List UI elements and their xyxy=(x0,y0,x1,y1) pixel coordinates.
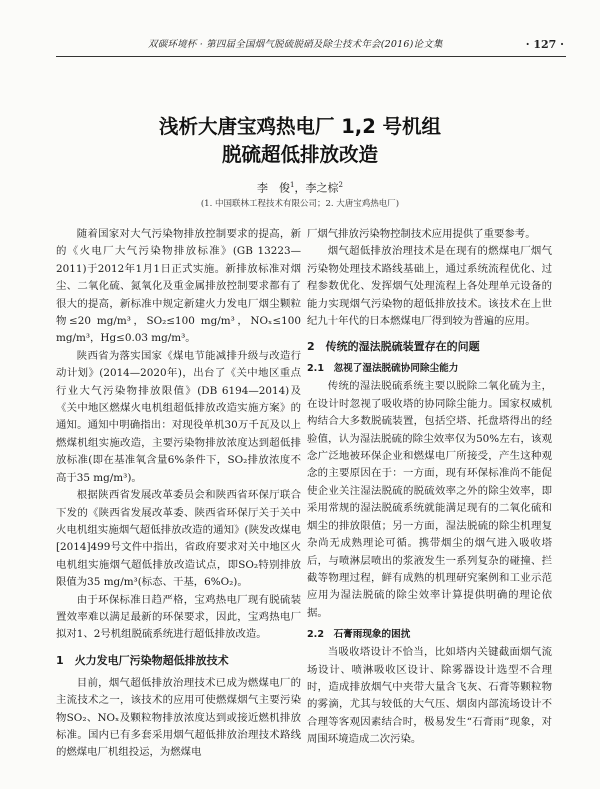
author-1: 李 俊 xyxy=(257,181,291,195)
paper-title-line2: 脱硫超低排放改造 xyxy=(221,143,378,166)
subsection-heading-2-2: 2.2 石膏雨现象的困扰 xyxy=(307,629,411,641)
author-1-sup: 1 xyxy=(290,181,295,189)
left-paragraph-3: 根据陕西省发展改革委员会和陕西省环保厅联合下发的《陕西省发展改革委、陕西省环保厅关于关中火电机组实施烟气超低排放改造的通知》(陕发改煤电[2014]499号文件中指出，省政府要求对关中地区火电机组实施烟气超低排放改造试点，即SO₂特别排放限值为35 mg/m³(标态、干基，6%O₂)。 xyxy=(56,489,301,589)
authors xyxy=(0,178,600,196)
right-paragraph-1: 厂烟气排放污染物控制技术应用提供了重要参考。 xyxy=(307,228,536,240)
running-head-left: 双碳环境杯 · 第四届全国烟气脱硫脱硝及除尘技术年会(2016)论文集 xyxy=(148,39,443,50)
left-paragraph-1: 随着国家对大气污染物排放控制要求的提高，新的《火电厂大气污染物排放标准》(GB 13223—2011)于2012年1月1日正式实施。新排放标准对烟尘、二氧化硫、氮氧化及重金属排放控制要求都有了很大的提高，新标准中规定新建火力发电厂烟尘颗粒物≤20 mg/m³，SO₂≤100 mg/m³，NOₓ≤100 mg/m³，Hg≤0.03 mg/m³。 xyxy=(56,228,301,345)
left-column xyxy=(56,226,301,762)
right-column xyxy=(307,226,552,749)
affiliation: (1. 中国联林工程技术有限公司；2. 大唐宝鸡热电厂) xyxy=(200,199,400,209)
paper-title xyxy=(0,113,600,169)
subsection-heading-2-1: 2.1 忽视了湿法脱硫协同除尘能力 xyxy=(307,363,459,375)
author-separator: ， xyxy=(294,181,306,195)
page-number: · 127 · xyxy=(525,38,564,51)
author-2: 李之棕 xyxy=(305,181,339,195)
author-2-sup: 2 xyxy=(338,181,343,189)
running-head xyxy=(56,36,566,57)
right-paragraph-4: 当吸收塔设计不恰当，比如塔内关键截面烟气流场设计、喷淋吸收区设计、除雾器设计选型不合理时，造成排放烟气中夹带大量含飞灰、石膏等颗粒物的雾滴，尤其与较低的大气压、烟囱内部流场设计不合理等客观因素结合时，极易发生“石膏雨”现象，对周围环境造成二次污染。 xyxy=(307,646,552,746)
left-paragraph-2: 陕西省为落实国家《煤电节能减排升级与改造行动计划》(2014—2020年)，出台了《关中地区重点行业大气污染物排放限值》(DB 6194—2014)及《关中地区燃煤火电机组超低排放改造实施方案》的通知。通知中明确指出：对现役单机30万千瓦及以上燃煤机组实施改造，主要污染物排放浓度达到超低排放标准(即在基准氧含量6%条件下，SO₂排放浓度不高于35 mg/m³)。 xyxy=(56,349,301,484)
right-paragraph-2: 烟气超低排放治理技术是在现有的燃煤电厂烟气污染物处理技术路线基础上，通过系统流程优化、过程参数优化、发挥烟气处理流程上各处理单元设备的能力实现烟气污染物的超低排放技术。该技术在上世纪九十年代的日本燃煤电厂得到较为普遍的应用。 xyxy=(307,245,552,328)
paper-title-line1: 浅析大唐宝鸡热电厂 1,2 号机组 xyxy=(158,115,442,138)
left-paragraph-5: 目前，烟气超低排放治理技术已成为燃煤电厂的主流技术之一，该技术的应用可使燃煤烟气主要污染物SO₂、NOₓ及颗粒物排放浓度达到或接近燃机排放标准。国内已有多套采用烟气超低排放治理技术路线的燃煤电厂机组投运，为燃煤电 xyxy=(56,676,301,759)
section-heading-1: 1 火力发电厂污染物超低排放技术 xyxy=(56,653,229,667)
section-heading-2: 2 传统的湿法脱硫装置存在的问题 xyxy=(307,340,480,354)
left-paragraph-4: 由于环保标准日趋严格，宝鸡热电厂现有脱硫装置效率难以满足最新的环保要求，因此，宝鸡热电厂拟对1、2号机组脱硫系统进行超低排放改造。 xyxy=(56,593,301,641)
right-paragraph-3: 传统的湿法脱硫系统主要以脱除二氧化硫为主，在设计时忽视了吸收塔的协同除尘能力。国家权威机构结合大多数脱硫装置，包括空塔、托盘塔得出的经验值，认为湿法脱硫的除尘效率仅为50%左右，该观念广泛地被环保企业和燃煤电厂所接受，产生这种观念的主要原因在于：一方面，现有环保标准尚不能促使企业关注湿法脱硫的脱硫效率之外的除尘效率，即采用常规的湿法脱硫系统就能满足现有的二氧化硫和烟尘的排放限值；另一方面，湿法脱硫的除尘机理复杂尚无成熟理论可循。携带烟尘的烟气进入吸收塔后，与喷淋层喷出的浆液发生一系列复杂的碰撞、拦截等物理过程，鲜有成熟的机理研究案例和工业示范应用为湿法脱硫的除尘效率计算提供明确的理论依据。 xyxy=(307,380,552,619)
